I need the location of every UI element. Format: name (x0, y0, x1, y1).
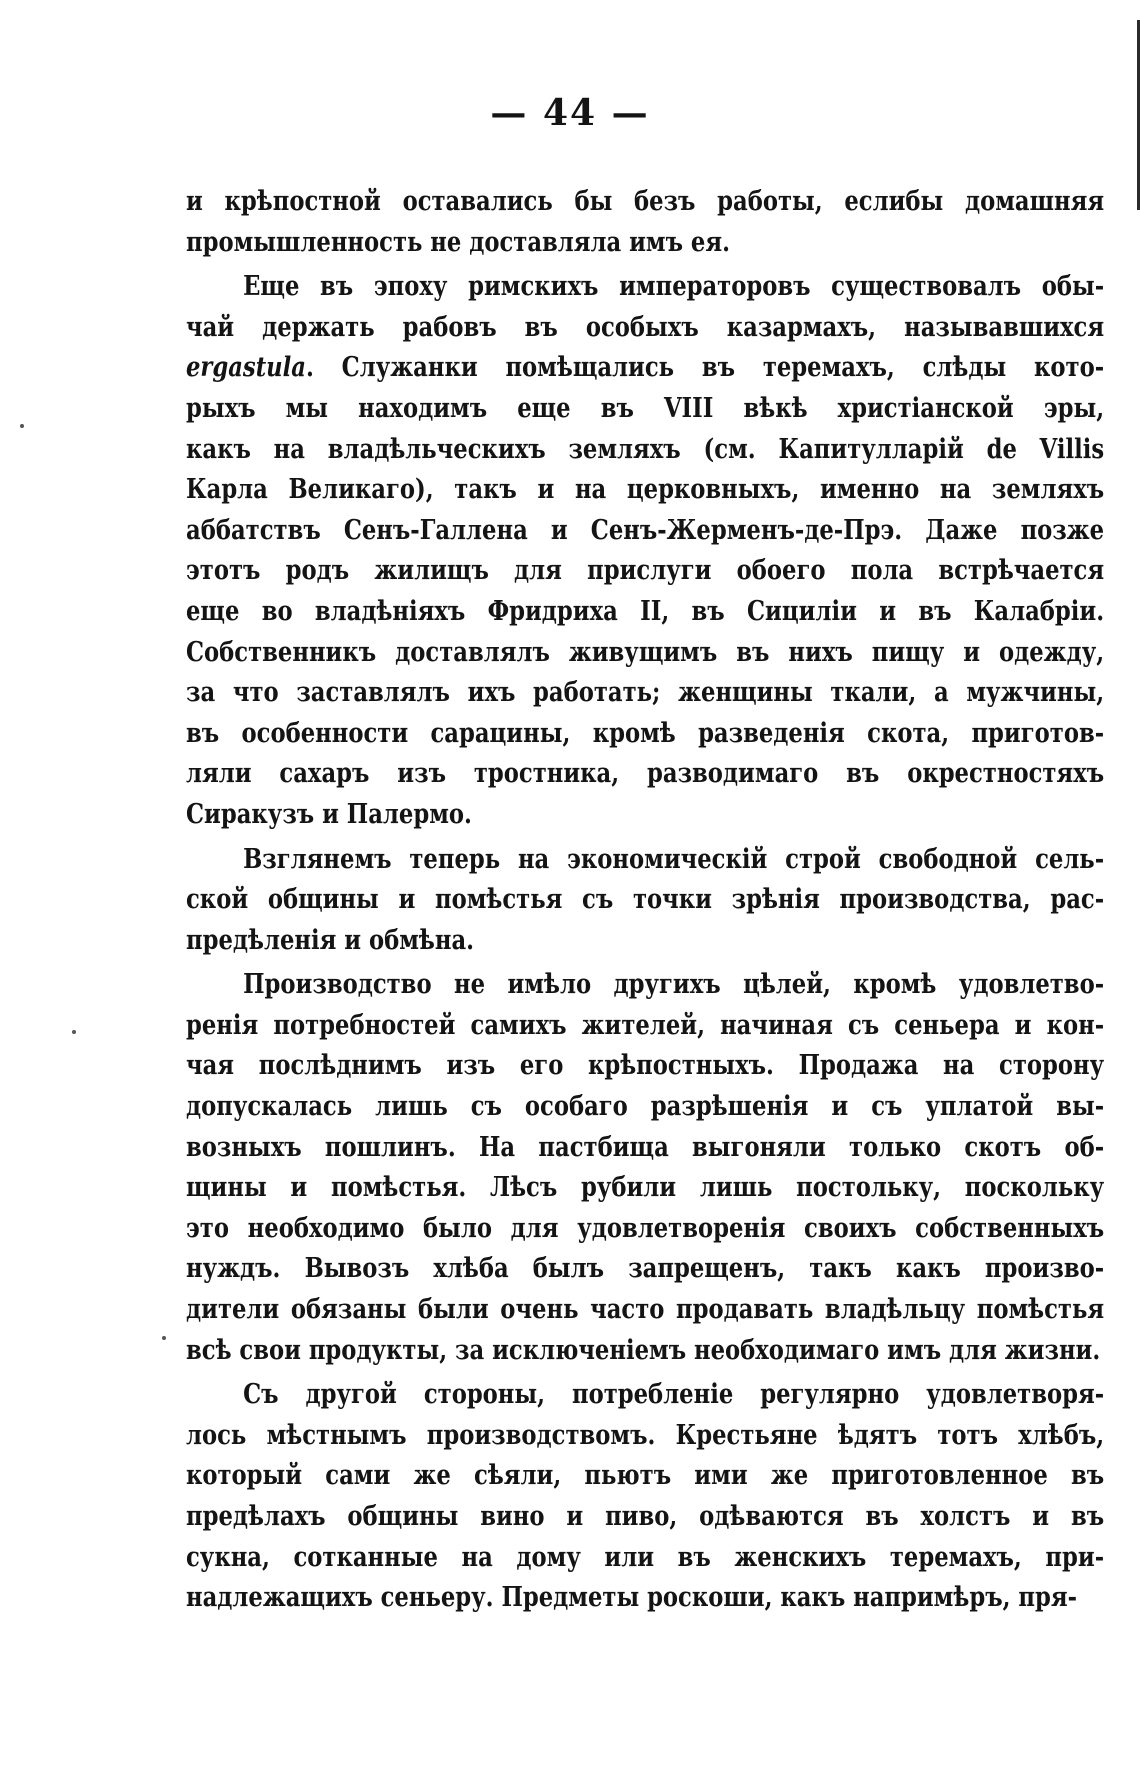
text-line: предѣленія и обмѣна. (186, 924, 475, 956)
text-line: Производство не имѣло другихъ цѣлей, кромѣ удовлетво- (243, 969, 1105, 1001)
text-line: чая послѣднимъ изъ его крѣпостныхъ. Продажа на сторону (186, 1050, 1105, 1082)
text-line: ergastula. Служанки помѣщались въ теремахъ, слѣды кото- (186, 352, 1105, 384)
print-speck (162, 1336, 166, 1340)
text-line: лось мѣстнымъ производствомъ. Крестьяне ѣдятъ тотъ хлѣбъ, (186, 1419, 1105, 1451)
text-line: щины и помѣстья. Лѣсъ рубили лишь постольку, поскольку (186, 1172, 1105, 1204)
text-line: ляли сахаръ изъ тростника, разводимаго въ окрестностяхъ (186, 758, 1105, 790)
text-line: возныхъ пошлинъ. На пастбища выгоняли только скотъ об- (186, 1131, 1105, 1163)
text-line: допускалась лишь съ особаго разрѣшенія и съ уплатой вы- (186, 1091, 1105, 1123)
text-line: и крѣпостной оставались бы безъ работы, еслибы домашняя (186, 186, 1105, 217)
paragraph (186, 840, 1104, 962)
text-line: Съ другой стороны, потребленіе регулярно удовлетворя- (243, 1379, 1105, 1411)
text-line: Карла Великаго), такъ и на церковныхъ, именно на земляхъ (186, 474, 1105, 506)
text-line: аббатствъ Сенъ-Галлена и Сенъ-Жерменъ-де-Прэ. Даже позже (186, 514, 1105, 546)
text-line: чай держать рабовъ въ особыхъ казармахъ, называвшихся (186, 311, 1105, 343)
text-line: надлежащихъ сеньеру. Предметы роскоши, какъ напримѣръ, пря- (186, 1582, 1078, 1614)
text-line: Собственникъ доставлялъ живущимъ въ нихъ пищу и одежду, (186, 636, 1105, 668)
text-line: ской общины и помѣстья съ точки зрѣнія производства, рас- (186, 884, 1105, 916)
paragraph (186, 267, 1104, 835)
text-line: ренія потребностей самихъ жителей, начиная съ сеньера и кон- (186, 1009, 1105, 1041)
print-speck (72, 1030, 76, 1034)
text-line: промышленность не доставляла имъ ея. (186, 226, 731, 258)
paragraph (186, 965, 1104, 1371)
paragraph (186, 182, 1104, 263)
text-line: нуждъ. Вывозъ хлѣба былъ запрещенъ, такъ какъ произво- (186, 1253, 1105, 1285)
text-line: всѣ свои продукты, за исключеніемъ необходимаго имъ для жизни. (186, 1334, 1101, 1366)
text-line: Взглянемъ теперь на экономическій строй свободной сель- (243, 843, 1105, 875)
text-line: какъ на владѣльческихъ земляхъ (см. Капитулларій de Villis (186, 433, 1105, 465)
page-number: — 44 — (490, 92, 650, 134)
body-text (186, 182, 1104, 1619)
text-line: сукна, сотканные на дому или въ женскихъ теремахъ, при- (186, 1541, 1105, 1573)
print-speck (20, 424, 24, 428)
text-line: это необходимо было для удовлетворенія своихъ собственныхъ (186, 1212, 1105, 1244)
text-line: этотъ родъ жилищъ для прислуги обоего пола встрѣчается (186, 555, 1105, 587)
text-line: Еще въ эпоху римскихъ императоровъ существовалъ обы- (243, 271, 1105, 303)
paragraph (186, 1375, 1104, 1619)
text-line: еще во владѣніяхъ Фридриха II, въ Сициліи и въ Калабріи. (186, 595, 1105, 627)
text-line: который сами же сѣяли, пьютъ ими же приготовленное въ (186, 1460, 1105, 1492)
latin-term: ergastula (186, 352, 306, 384)
text-line: дители обязаны были очень часто продавать владѣльцу помѣстья (186, 1294, 1105, 1326)
text-line: предѣлахъ общины вино и пиво, одѣваются въ холстъ и въ (186, 1501, 1105, 1532)
text-line: рыхъ мы находимъ еще въ VIII вѣкѣ христіанской эры, (186, 392, 1105, 424)
text-line: въ особенности сарацины, кромѣ разведенія скота, приготов- (186, 717, 1105, 749)
text-line: за что заставлялъ ихъ работать; женщины ткали, а мужчины, (186, 677, 1105, 709)
text-line: Сиракузъ и Палермо. (186, 798, 472, 830)
